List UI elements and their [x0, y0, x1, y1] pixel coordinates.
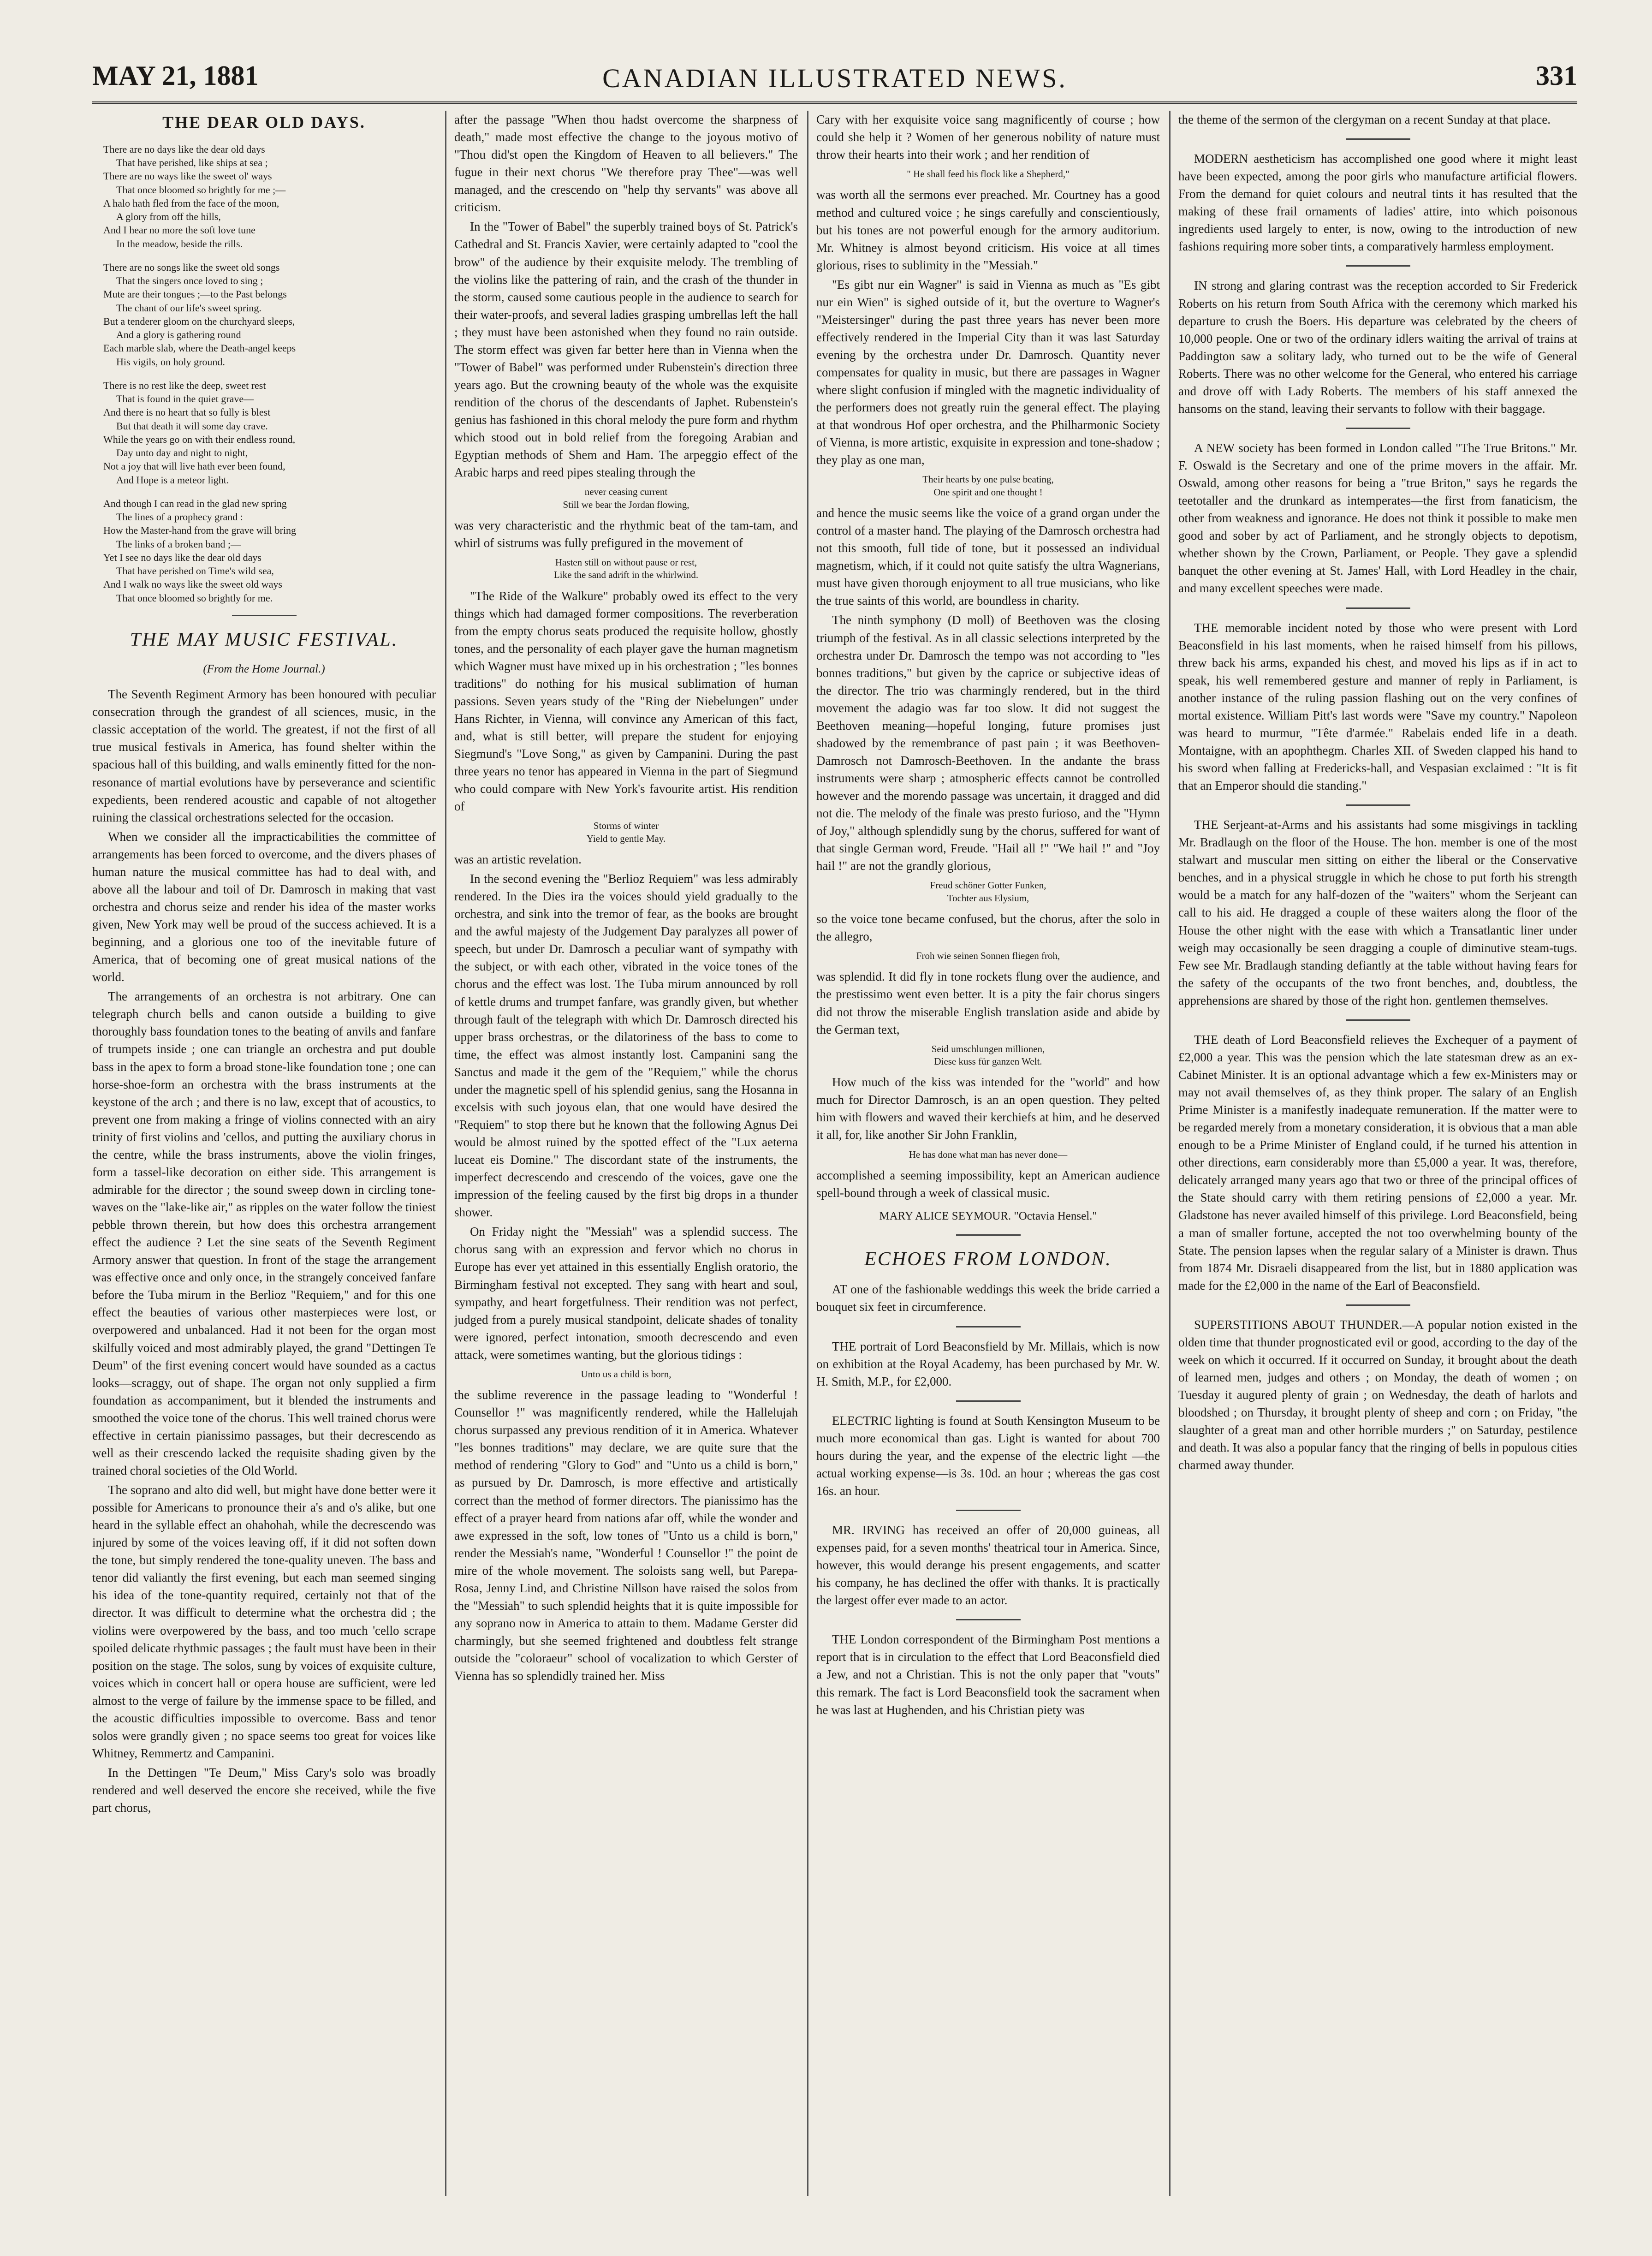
poem-line: How the Master-hand from the grave will bring [103, 524, 297, 536]
poem-line: There is no rest like the deep, sweet rest [103, 379, 266, 391]
publication-title: CANADIAN ILLUSTRATED NEWS. [602, 63, 1067, 93]
article-paragraph: after the passage "When thou hadst overcome the sharpness of death," made most effective the change to the joyous motivo of "Thou did'st open the Kingdom of Heaven to all believers." The fugue in their next chorus "We therefore pray Thee"—was well managed, and the crescendo on "help thy servants" was above all criticism. [454, 113, 798, 214]
quote-line: Like the sand adrift in the whirlwind. [553, 569, 699, 581]
poem-line: Yet I see no days like the dear old days [103, 551, 261, 563]
news-item: THE death of Lord Beaconsfield relieves the Exchequer of a payment of £2,000 a year. This was the pension which the late statesman drew as an ex-Cabinet Minister. It is an optional advantage which a few ex-Ministers may or may not avail themselves of, as they think proper. The salary of an English Prime Minister is a manifestly inadequate remuneration. If the matter were to be regarded merely from a monetary consideration, it is obvious that a man able enough to be a Prime Minister of England could, if he turned his attention in other directions, earn considerably more than £5,000 a year. It was, therefore, delicately arranged many years ago that two or three of the principal offices of the State should carry with them retiring pensions of £2,000 a year. Mr. Gladstone has never availed himself of this privilege. Lord Beaconsfield, being a man of smaller fortune, accepted the not too overwhelming bounty of the State. The pension lapses when the regular salary of a Minister is drawn. Thus from 1874 Mr. Disraeli disappeared from the list, but in 1880 application was made for the £2,000 in the name of the Earl of Beaconsfield. [1178, 1032, 1577, 1292]
article-paragraph: In the "Tower of Babel" the superbly trained boys of St. Patrick's Cathedral and St. Francis Xavier, were certainly adapted to "cool the brow" of the audience by their exquisite melody. The trembling of the violins like the pattering of rain, and the crash of the thunder in the storm, caused some cautious people in the audience to search for their water-proofs, and several ladies grasping umbrellas left the hall ; they must have been astonished when they found no rain outside. The storm effect was given far better here than in Vienna when the "Tower of Babel" was performed under Rubenstein's direction three years ago. But the crowning beauty of the whole was the exquisite rendition of the chorus of the descendants of Japhet. Rubenstein's genius has fashioned in this choral melody the pure form and rhythm which stood out in bold relief from the foregoing Arabian and Egyptian methods of Shem and Ham. The arpeggio effect of the Arabic harps and reed pipes stealing through the [454, 220, 798, 480]
quoted-verse [816, 950, 1160, 962]
news-item: THE memorable incident noted by those who were present with Lord Beaconsfield in his last moments, when he raised himself from his pillows, threw back his arms, expanded his chest, and moved his lips as if in act to speak, his well remembered gesture and manner of reply in Parliament, is another instance of the ruling passion flashing out on the very confines of mortal existence. William Pitt's last words were "Save my country." Napoleon was heard to murmur, "Tête d'armée." Rabelais ended life in a death. Montaigne, with an apophthegm. Charles XII. of Sweden clapped his hand to his sword when falling at Fredericks-hall, and Vespasian exclaimed : "It is fit that an Emperor should die standing." [1178, 620, 1577, 793]
poem-line: There are no ways like the sweet ol' ways [103, 170, 272, 182]
quoted-verse [816, 1043, 1160, 1068]
quoted-verse [454, 556, 798, 582]
column-2 [454, 111, 798, 2196]
column-3 [816, 111, 1160, 2196]
poem-line: And Hope is a meteor light. [116, 474, 229, 486]
item-divider [956, 1400, 1021, 1402]
poem-stanza [103, 143, 436, 250]
issue-date: MAY 21, 1881 [92, 60, 259, 91]
article-paragraph: so the voice tone became confused, but the chorus, after the solo in the allegro, [816, 911, 1160, 944]
article-paragraph: The arrangements of an orchestra is not arbitrary. One can telegraph church bells and canon outside a building to give thoroughly bass foundation tones to the beating of anvils and fanfare of trumpets inside ; one can triangle an orchestra and put double bass in the apex to form a broad stone-like foundation tone ; one can horse-shoe-form an orchestra with the brass instruments at the keystone of the arch ; and there is no law, except that of acoustics, to prevent one from making a fringe of violins connected with an airy trinity of first violins and 'cellos, and putting the auxiliary chorus in the centre, while the brass instruments, above the violin fringes, form a tassel-like decoration on either side. This arrangement is admirable for the director ; the sound sweep down in circling tone-waves on the "lake-like air," as ripples on the water follow the tiniest pebble thrown therein, but how does this orchestra arrangement effect the audience ? Let the sine seats of the Seventh Regiment Armory answer that question. In front of the stage the arrangement was effective once and only once, in the strangely conceived fanfare before the Tuba mirum in the Berlioz "Requiem," and for this one effect the beauties of various other masterpieces were lost, or overpowered and unbalanced. Had it not been for the organ most skilfully voiced and most admirably played, the grand "Dettingen Te Deum" of the first evening concert would have sounded as a cactus looks—scraggy, out of shape. The organ not only supplied a firm foundation as accompaniment, but it blended the instruments and smoothed the voice tone of the chorus. This well trained chorus were effective in certain pianissimo passages, but their decrescendo as well as their crescendo lacked the requisite shading given by the trained choral societies of the Old World. [92, 989, 436, 1477]
news-item: the theme of the sermon of the clergyman on a recent Sunday at that place. [1178, 113, 1551, 126]
poem-line: Mute are their tongues ;—to the Past belongs [103, 288, 287, 300]
news-item: THE portrait of Lord Beaconsfield by Mr. Millais, which is now on exhibition at the Royal Academy, has been purchased by Mr. W. H. Smith, M.P., for £2,000. [816, 1339, 1160, 1388]
poem-line: But a tenderer gloom on the churchyard sleeps, [103, 315, 295, 327]
poem-line: The links of a broken band ;— [116, 538, 241, 550]
poem-line: But that death it will some day crave. [116, 420, 268, 432]
article-paragraph: was splendid. It did fly in tone rockets flung over the audience, and the prestissimo went even better. It is a pity the fair chorus singers did not throw the miserable English translation aside and abide by the German text, [816, 970, 1160, 1036]
section-title-echoes: ECHOES FROM LONDON. [864, 1249, 1112, 1270]
item-divider [956, 1619, 1021, 1620]
article-paragraph: was an artistic revelation. [454, 852, 582, 867]
news-item: MR. IRVING has received an offer of 20,000 guineas, all expenses paid, for a seven months' theatrical tour in America. Since, however, this would derange his present engagements, and scatter his company, he has declined the offer with thanks. It is practically the largest offer ever made to an actor. [816, 1523, 1160, 1607]
quote-line: Unto us a child is born, [581, 1368, 671, 1380]
poem-line: That have perished on Time's wild sea, [116, 565, 274, 577]
news-item: SUPERSTITIONS ABOUT THUNDER.—A popular notion existed in the olden time that thunder prognosticated evil or good, according to the day of the week on which it occurred. If it occurred on Sunday, it brought about the death of learned men, judges and others ; on Monday, the death of women ; on Tuesday it augured plenty of grain ; on Wednesday, the death of harlots and bloodshed ; on Thursday, it brought plenty of sheep and corn ; on Friday, "the slaughter of a great man and other horrible murders ;" on Saturday, pestilence and death. It was also a popular fancy that the ringing of bells in populous cities charmed away thunder. [1178, 1317, 1577, 1472]
poem-stanza [103, 261, 436, 369]
poem-line: Each marble slab, where the Death-angel keeps [103, 342, 296, 354]
article-paragraph: "The Ride of the Walkure" probably owed its effect to the very things which had damaged former compositions. The reverberation from the empty chorus seats produced the requisite hollow, ghostly tones, and the personality of each player gave the human magnetism which Wagner must have mixed up in his orchestration ; "les bonnes traditions" do nothing for his musical sublimation of human passions. Seven years study of the "Ring der Niebelungen" under Hans Richter, in Vienna, will convince any American of this fact, and, what is still better, will prepare the student for enjoying Siegmund's "Love Song," as given by Campanini. During the past three years no tenor has appeared in Vienna in the part of Siegmund who could compare with New York's favourite artist. His rendition of [454, 589, 798, 814]
poem-line: The lines of a prophecy grand : [116, 511, 243, 523]
item-divider [956, 1510, 1021, 1511]
section-divider [232, 615, 297, 616]
poem-line: And I hear no more the soft love tune [103, 224, 256, 236]
poem-line: While the years go on with their endless round, [103, 433, 296, 445]
column-1 [92, 111, 436, 2196]
quoted-verse [816, 879, 1160, 905]
poem-line: Day unto day and night to night, [116, 447, 248, 458]
quoted-verse [454, 486, 798, 511]
article-paragraph: and hence the music seems like the voice of a grand organ under the control of a master hand. The playing of the Damrosch orchestra had not this smooth, full tide of tone, but it possessed an individual magnetism, which, if it could not quite satisfy the ultra Wagnerians, must have given thorough enjoyment to all true musicians, who like the true saints of this world, are boundless in charity. [816, 506, 1160, 608]
article-paragraph: The soprano and alto did well, but might have done better were it possible for Americans to pronounce their a's and o's alike, but one heard in the syllable effect an ohahohah, while the decrescendo was injured by some of the voices leaving off, if it did not soften down the tone, but simply rendered the tone-quality uneven. The bass and tenor did valiantly the first evening, but each man seemed singing his idea of the tone-quantity required, certainly not that of the director. It was difficult to determine what the orchestra did ; the violins were overpowered by the bass, and too much 'cello scrape spoiled delicate rhythmic passages ; the fault must have been in their position on the stage. The solos, sung by voices of exquisite culture, voices which in concert hall or opera house are sufficient, were led almost to the verge of failure by the immense space to be filled, and the acoustic difficulties impossible to overcome. Bass and tenor solos were grandly given ; no space seems too great for voices like Whitney, Remmertz and Campanini. [92, 1483, 436, 1760]
article-paragraph: In the second evening the "Berlioz Requiem" was less admirably rendered. In the Dies ira the voices should yield gradually to the orchestra, and sink into the tremor of fear, as the books are brought and the awful majesty of the Judgement Day paralyzes all power of speech, but under Dr. Damrosch a peculiar want of sympathy with the subject, or with each other, vibrated in the voice tones of the chorus and the effect was lost. The Tuba mirum announced by roll of kettle drums and trumpet fanfare, was grandly given, but whether through fault of the telegraph with which Dr. Damrosch directed his upper brass orchestras, or the dilatoriness of the bass to come to time, the effect was almost instantly lost. Campanini sang the Sanctus and made it the gem of the "Requiem," while the chorus under the magnetic spell of his splendid genius, sang the Hosanna in excelsis with such joyous elan, that one would have desired the "Requiem" to stop there but he known that the following Agnus Dei would be almost ruined by the spotted effect of the "Lux aeterna luceat eis Domine." The discordant state of the instruments, the imperfect decrescendo and crescendo of the voices, gave one the impression of the feeling caused by the first big drops in a thunder shower. [454, 872, 798, 1220]
article-paragraph: When we consider all the impracticabilities the committee of arrangements has been forced to overcome, and the divers phases of human nature the musical committee has had to deal with, and above all the labour and toil of Dr. Damrosch in making that vast orchestra and chorus seize and render his idea of the master works given, New York may well be proud of the success achieved. It is a beginning, and a glorious one too of the inevitable future of America, that of becoming one of great musical nations of the world. [92, 829, 436, 984]
column-rule [1169, 111, 1171, 2196]
quote-line: Froh wie seinen Sonnen fliegen froh, [916, 950, 1060, 962]
quote-line: never ceasing current [584, 486, 668, 498]
poem-line: And a glory is gathering round [116, 329, 241, 340]
article-title: THE MAY MUSIC FESTIVAL. [130, 629, 398, 650]
item-divider [1346, 428, 1410, 429]
quoted-verse [816, 1149, 1160, 1161]
poem-line: The chant of our life's sweet spring. [116, 302, 261, 314]
poem-body [92, 143, 436, 605]
poem-line: And though I can read in the glad new spring [103, 497, 287, 509]
quote-line: Freud schöner Gotter Funken, [930, 880, 1046, 891]
article-paragraph: accomplished a seeming impossibility, kept an American audience spell-bound through a week of classical music. [816, 1168, 1160, 1200]
author-signature: MARY ALICE SEYMOUR. "Octavia Hensel." [879, 1209, 1097, 1222]
quoted-verse [816, 168, 1160, 180]
item-divider [1346, 804, 1410, 806]
poem-line: There are no days like the dear old days [103, 143, 265, 155]
quote-line: Their hearts by one pulse beating, [922, 474, 1054, 485]
quote-line: One spirit and one thought ! [933, 486, 1043, 498]
quoted-verse [816, 473, 1160, 499]
article-paragraph: How much of the kiss was intended for the "world" and how much for Director Damrosch, is an an open question. They pelted him with flowers and waved their kerchiefs at him, and he deserved it all, for, like another Sir John Franklin, [816, 1075, 1160, 1142]
poem-line: There are no songs like the sweet old songs [103, 261, 280, 273]
poem-line: In the meadow, beside the rills. [116, 238, 243, 250]
quote-line: Hasten still on without pause or rest, [555, 557, 697, 568]
quote-line: Still we bear the Jordan flowing, [563, 499, 689, 510]
item-divider [1346, 265, 1410, 267]
column-4 [1178, 111, 1577, 2196]
poem-line: A halo hath fled from the face of the moon, [103, 197, 279, 209]
quoted-verse [454, 820, 798, 845]
column-rule [807, 111, 808, 2196]
news-item: A NEW society has been formed in London called "The True Britons." Mr. F. Oswald is the Secretary and one of the prime movers in the affair. Mr. Oswald, among other reasons for being a "true Briton," says he regards the teetotaller and the drunkard as intemperates—the first from fanaticism, the other from weakness and ignorance. He does not think it possible to make men good and sober by act of Parliament, and he strongly objects to depotism, whether shown by the Crown, Parliament, or People. They gave a splendid banquet the other evening at St. James' Hall, with Lord Headley in the chair, and many excellent speeches were made. [1178, 440, 1577, 595]
poem-line: His vigils, on holy ground. [116, 356, 225, 368]
quoted-verse [454, 1368, 798, 1381]
news-item: IN strong and glaring contrast was the reception accorded to Sir Frederick Roberts on his return from South Africa with the ceremony which marked his departure to crush the Boers. His departure was celebrated by the cheers of 10,000 people. One or two of the ordinary idlers waiting the arrival of trains at Paddington saw a solitary lady, who turned out to be the wife of General Roberts. There was no other welcome for the General, who entered his carriage and drove off with Lady Roberts. The members of his staff annexed the hansoms on the stand, leaving their servants to follow with their baggage. [1178, 279, 1577, 416]
section-divider [956, 1234, 1021, 1236]
item-divider [1346, 138, 1410, 140]
quote-line: He has done what man has never done— [909, 1149, 1068, 1160]
page-header [92, 60, 1577, 104]
poem-title: THE DEAR OLD DAYS. [162, 113, 366, 131]
item-divider [956, 1326, 1021, 1327]
poem-stanza [103, 497, 436, 605]
quote-line: Tochter aus Elysium, [947, 892, 1029, 904]
quote-line: Diese kuss für ganzen Welt. [934, 1055, 1042, 1067]
article-paragraph: The ninth symphony (D moll) of Beethoven was the closing triumph of the festival. As in all classic selections interpreted by the orchestra under Dr. Damrosch the tempo was not according to "les bonnes traditions," but given by the caprice or subjective ideas of the director. The trio was charmingly rendered, but in the third movement the adagio was far too slow. It did not suggest the Beethoven meaning—hopeful longing, future promises just shadowed by the remembrance of past pain ; it was Beethoven-Damrosch not Damrosch-Beethoven. In the andante the brass instruments were sharp ; atmospheric effects cannot be controlled however and the morendo passage was uncertain, it dragged and did not die. The melody of the finale was presto furioso, and the "Hymn of Joy," although splendidly sung by the chorus, suffered for want of that single German word, Freude. "Hail all !" "We hail !" and "Joy hail !" are not the grandly glorious, [816, 613, 1160, 873]
news-item: THE Serjeant-at-Arms and his assistants had some misgivings in tackling Mr. Bradlaugh on the floor of the House. The hon. member is one of the most stalwart and muscular men sitting on either the liberal or the Conservative benches, and in a physical struggle in which he chose to put forth his strength would be a match for any half-dozen of the "waiters" whom the Serjeant can call to his aid. He dragged a couple of these waiters along the floor of the House the other night with the ease with which a Transatlantic liner under weigh may occasionally be seen dragging a couple of diminutive steam-tugs. Few see Mr. Bradlaugh standing defiantly at the table without having fears for the safety of the occupants of the two front benches, and, doubtless, the apprehensions are shared by those of the right hon. gentlemen themselves. [1178, 818, 1577, 1007]
article-paragraph: was very characteristic and the rhythmic beat of the tam-tam, and whirl of sistrums was fully prefigured in the movement of [454, 518, 798, 550]
poem-line: And I walk no ways like the sweet old ways [103, 578, 282, 590]
poem-line: That once bloomed so brightly for me. [116, 592, 273, 604]
quote-line: " He shall feed his flock like a Shepherd," [907, 168, 1070, 180]
news-item: ELECTRIC lighting is found at South Kensington Museum to be much more economical than gas. Light is wanted for about 700 hours during the year, and the expense of the electric light —the actual working expense—is 3s. 10d. an hour ; whereas the gas cost 16s. an hour. [816, 1413, 1160, 1498]
poem-line: That the singers once loved to sing ; [116, 275, 263, 286]
item-divider [1346, 1304, 1410, 1306]
article-paragraph: In the Dettingen "Te Deum," Miss Cary's solo was broadly rendered and well deserved the encore she received, while the five part chorus, [92, 1766, 436, 1815]
column-rule [445, 111, 446, 2196]
article-paragraph: Cary with her exquisite voice sang magnificently of course ; how could she help it ? Women of her generous nobility of nature must throw their hearts into their work ; and her rendition of [816, 113, 1160, 162]
poem-line: Not a joy that will live hath ever been found, [103, 460, 285, 472]
article-source: (From the Home Journal.) [203, 662, 325, 675]
poem-stanza [103, 379, 436, 487]
article-paragraph: On Friday night the "Messiah" was a splendid success. The chorus sang with an expression and fervor which no chorus in Europe has ever yet attained in this essentially English oratorio, the Birmingham festival not excepted. They sang with heart and soul, sympathy, and heart forgetfulness. Their rendition was not perfect, judged from a purely musical standpoint, delicate shades of tonality were ignored, perfect intonation, smooth decrescendo and even attack, were sometimes wanting, but the glorious tidings : [454, 1225, 798, 1362]
poem-line: A glory from off the hills, [116, 211, 221, 222]
poem-line: That is found in the quiet grave— [116, 393, 254, 405]
quote-line: Storms of winter [593, 820, 659, 832]
item-divider [1346, 607, 1410, 609]
poem-line: And there is no heart that so fully is blest [103, 406, 271, 418]
item-divider [1346, 1019, 1410, 1021]
poem-line: That have perished, like ships at sea ; [116, 157, 268, 168]
news-item: AT one of the fashionable weddings this week the bride carried a bouquet six feet in circumference. [816, 1282, 1160, 1314]
page-number: 331 [1536, 60, 1577, 91]
quote-line: Seid umschlungen millionen, [931, 1043, 1045, 1054]
quote-line: Yield to gentle May. [586, 833, 666, 844]
poem-line: That once bloomed so brightly for me ;— [116, 184, 286, 196]
article-paragraph: was worth all the sermons ever preached. Mr. Courtney has a good method and cultured voice ; he sings carefully and conscientiously, but his tones are not powerful enough for the armory auditorium. Mr. Whitney is almost beyond criticism. His voice at all times glorious, rises to sublimity in the "Messiah." [816, 188, 1160, 272]
article-paragraph: "Es gibt nur ein Wagner" is said in Vienna as much as "Es gibt nur ein Wien" is sighed outside of it, but the overture to Wagner's "Meistersinger" during the past three years has never been more effectively rendered in the Imperial City than it was last Saturday evening by the orchestra under Dr. Damrosch. Quantity never compensates for quality in music, but there are passages in Wagner where slight confusion if mingled with the magnetic individuality of the performers does not greatly ruin the general effect. The playing at that wondrous Hof oper orchestra, and the Philharmonic Society of Vienna, is more artistic, exquisite in expression and tone-shadow ; they play as one man, [816, 277, 1160, 467]
article-paragraph: The Seventh Regiment Armory has been honoured with peculiar consecration through the grandest of all sciences, music, in the classic acceptation of the world. The greatest, if not the first of all true musical festivals in America, has found shelter within the spacious hall of this building, and walls eminently fitted for the non-resonance of martial evolutions have by perseverance and scientific expedients, been rendered acoustic and capable of not altogether ruining the classical orchestrations selected for the occasion. [92, 687, 436, 824]
news-item: THE London correspondent of the Birmingham Post mentions a report that is in circulation to the effect that Lord Beaconsfield died a Jew, and not a Christian. This is not the only paper that "vouts" this remark. The fact is Lord Beaconsfield took the sacrament when he was last at Hughenden, and his Christian piety was [816, 1632, 1160, 1717]
news-item: MODERN aestheticism has accomplished one good where it might least have been expected, among the poor girls who manufacture artificial flowers. From the demand for quiet colours and neutral tints it has resulted that the making of these frail ornaments of ladies' attire, into which poisonous ingredients used largely to enter, is now, owing to the introduction of new fashions requiring more sober tints, a comparatively harmless employment. [1178, 152, 1577, 254]
article-paragraph: the sublime reverence in the passage leading to "Wonderful ! Counsellor !" was magnificently rendered, while the Hallelujah chorus surpassed any previous rendition of it in America. Whatever "les bonnes traditions" may declare, we are quite sure that the method of rendering "Glory to God" and "Unto us a child is born," as pursued by Dr. Damrosch, is more effective and artistically correct than the method of former directors. The pianissimo has the effect of a prayer heard from nations afar off, while the wonder and awe expressed in the soft, low tones of "Unto us a child is born," render the Messiah's name, "Wonderful ! Counsellor !" the point de mire of the whole movement. The soloists sang well, but Parepa-Rosa, Jenny Lind, and Christine Nillson have raised the solos from the "Messiah" to such splendid heights that it is quite impossible for any soprano now in America to attain to them. Madame Gerster did charmingly, but she seemed frightened and doubtless felt strange outside the "coloraeur" school of vocalization to which Gerster of Vienna has so splendidly trained her. Miss [454, 1388, 798, 1683]
